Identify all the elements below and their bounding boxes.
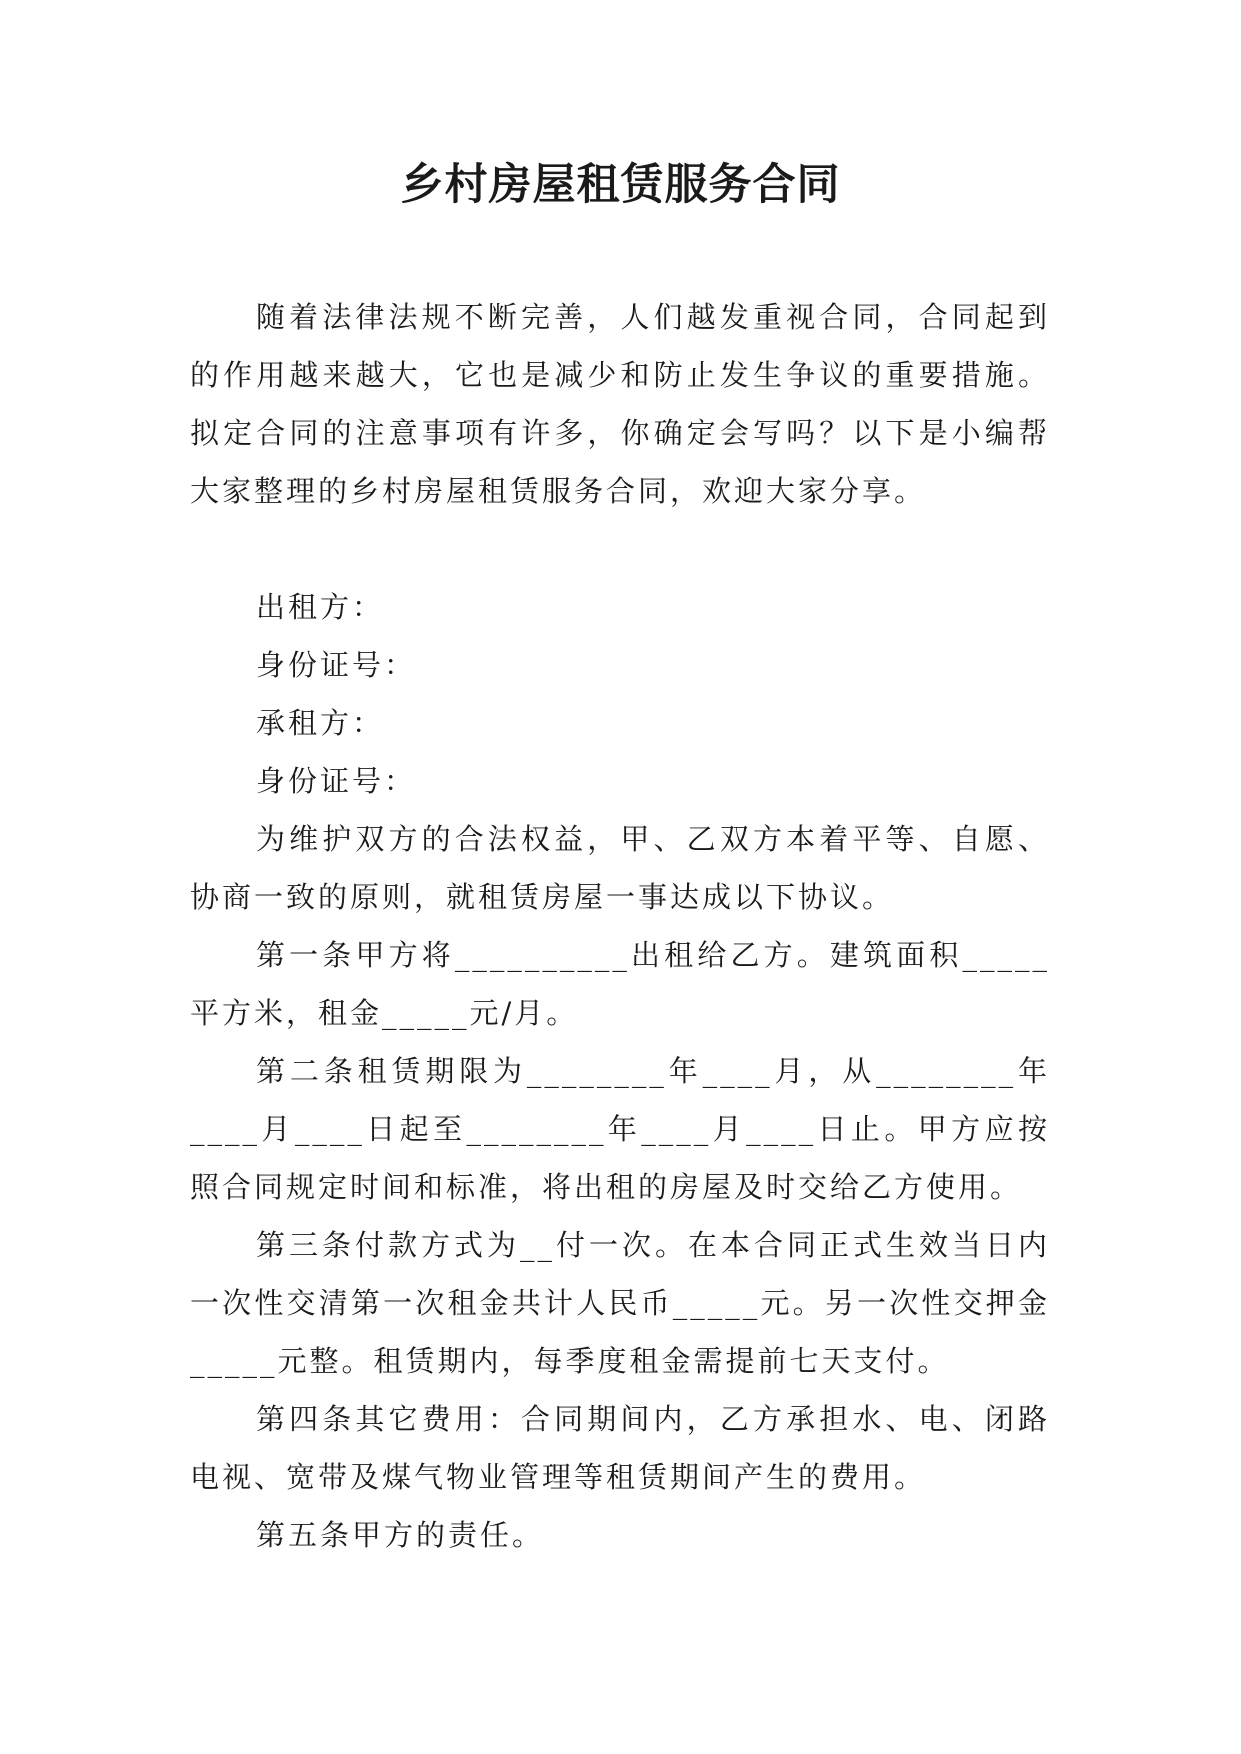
article-3: 第三条付款方式为__付一次。在本合同正式生效当日内一次性交清第一次租金共计人民币_____元。另一次性交押金_____元整。租赁期内，每季度租金需提前七天支付。 (190, 1228, 1050, 1378)
lessor-field: 出租方： (256, 590, 385, 624)
contract-body (190, 578, 1050, 1564)
article-4: 第四条其它费用：合同期间内，乙方承担水、电、闭路电视、宽带及煤气物业管理等租赁期间产生的费用。 (190, 1402, 1050, 1494)
lessee-id-field: 身份证号： (256, 764, 417, 798)
lessor-id-field: 身份证号： (256, 648, 417, 682)
article-2: 第二条租赁期限为________年____月，从________年____月____日起至________年____月____日止。甲方应按照合同规定时间和标准，将出租的房屋及时交给乙方使用。 (190, 1054, 1050, 1204)
document-title: 乡村房屋租赁服务合同 (400, 160, 841, 210)
article-1: 第一条甲方将__________出租给乙方。建筑面积_____平方米，租金_____元/月。 (190, 938, 1050, 1030)
preamble-paragraph: 为维护双方的合法权益，甲、乙双方本着平等、自愿、协商一致的原则，就租赁房屋一事达成以下协议。 (190, 822, 1050, 914)
intro-paragraph: 随着法律法规不断完善，人们越发重视合同，合同起到的作用越来越大，它也是减少和防止发生争议的重要措施。拟定合同的注意事项有许多，你确定会写吗？以下是小编帮大家整理的乡村房屋租赁服务合同，欢迎大家分享。 (190, 300, 1050, 508)
article-5: 第五条甲方的责任。 (256, 1518, 545, 1552)
lessee-field: 承租方： (256, 706, 385, 740)
